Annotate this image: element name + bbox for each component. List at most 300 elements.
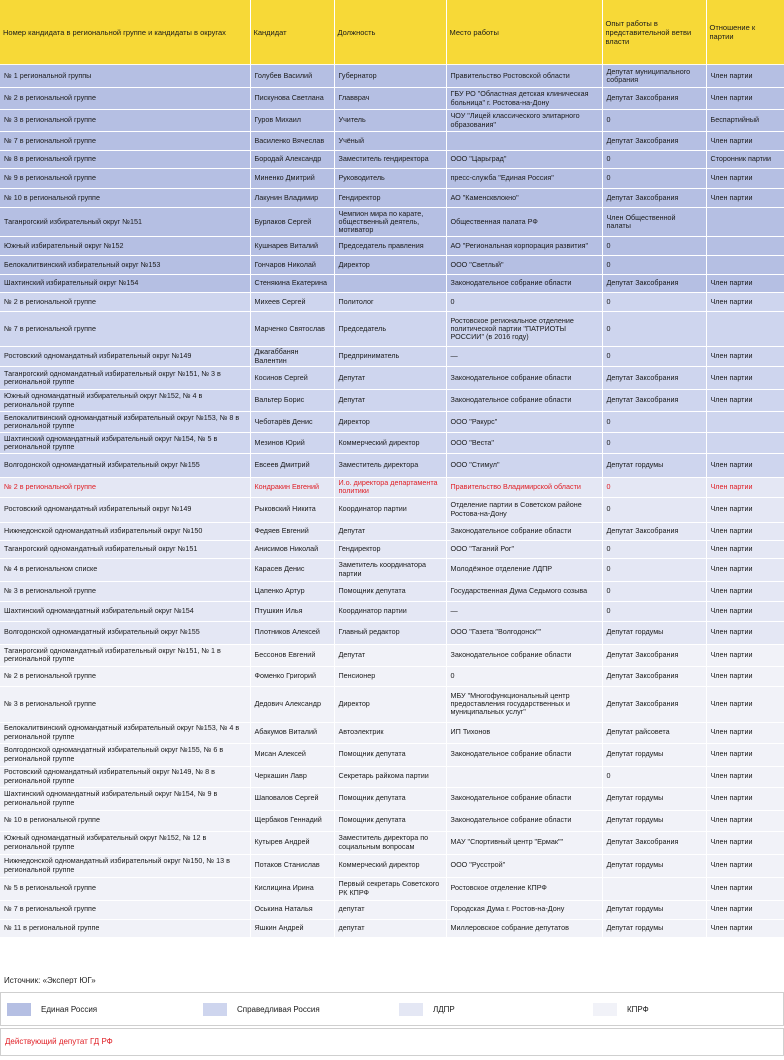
table-row: [0, 478, 784, 498]
party-relation-cell: Член партии: [706, 810, 784, 831]
candidate-cell: Гончаров Николай: [250, 256, 334, 275]
position-cell: Депутат: [334, 367, 446, 390]
candidate-cell: Карасев Денис: [250, 558, 334, 581]
party-relation-cell: Член партии: [706, 743, 784, 766]
candidate-cell: Черкашин Лавр: [250, 766, 334, 787]
workplace-cell: Законодательное собрание области: [446, 275, 602, 293]
experience-cell: Депутат Заксобрания: [602, 666, 706, 686]
workplace-cell: ООО "Таганий Рог": [446, 540, 602, 558]
experience-cell: 0: [602, 110, 706, 132]
candidate-cell: Чеботарёв Денис: [250, 412, 334, 433]
number-cell: № 2 в региональной группе: [0, 88, 250, 110]
candidate-cell: Цапенко Артур: [250, 581, 334, 601]
workplace-cell: —: [446, 347, 602, 367]
number-cell: № 10 в региональной группе: [0, 810, 250, 831]
position-cell: Первый секретарь Советского РК КПРФ: [334, 877, 446, 900]
candidate-cell: Гуров Михаил: [250, 110, 334, 132]
party-relation-cell: Член партии: [706, 686, 784, 722]
number-cell: Южный одномандатный избирательный округ №152, № 12 в региональной группе: [0, 831, 250, 854]
party-relation-cell: Член партии: [706, 132, 784, 151]
table-row: [0, 787, 784, 810]
position-cell: Предприниматель: [334, 347, 446, 367]
workplace-cell: пресс-служба "Единая Россия": [446, 169, 602, 189]
party-relation-cell: Член партии: [706, 601, 784, 621]
party-relation-cell: Член партии: [706, 831, 784, 854]
workplace-cell: Ростовское региональное отделение политической партии "ПАТРИОТЫ РОССИИ" (в 2016 году): [446, 312, 602, 347]
party-relation-cell: Член партии: [706, 497, 784, 522]
table-row: [0, 293, 784, 312]
workplace-cell: Правительство Владимирской области: [446, 478, 602, 498]
experience-cell: Депутат гордумы: [602, 621, 706, 644]
party-relation-cell: Член партии: [706, 666, 784, 686]
party-relation-cell: Член партии: [706, 275, 784, 293]
number-cell: Шахтинский избирательный округ №154: [0, 275, 250, 293]
experience-cell: [602, 877, 706, 900]
position-cell: Помощник депутата: [334, 787, 446, 810]
candidate-cell: Голубев Василий: [250, 65, 334, 88]
position-cell: Помощник депутата: [334, 581, 446, 601]
experience-cell: Депутат гордумы: [602, 854, 706, 877]
position-cell: И.о. директора департамента политики: [334, 478, 446, 498]
candidate-cell: Птушкин Илья: [250, 601, 334, 621]
experience-cell: Депутат гордумы: [602, 787, 706, 810]
workplace-cell: Законодательное собрание области: [446, 367, 602, 390]
table-row: [0, 919, 784, 937]
table-row: [0, 722, 784, 743]
legend-swatch: [7, 1003, 31, 1016]
candidate-cell: Джагаббанян Валентин: [250, 347, 334, 367]
header-party-relation: Отношение к партии: [706, 0, 784, 65]
candidate-cell: Оськина Наталья: [250, 900, 334, 919]
legend-label: КПРФ: [627, 1005, 649, 1014]
position-cell: Губернатор: [334, 65, 446, 88]
number-cell: № 3 в региональной группе: [0, 581, 250, 601]
position-cell: [334, 275, 446, 293]
experience-cell: 0: [602, 433, 706, 454]
candidate-cell: Мезинов Юрий: [250, 433, 334, 454]
candidate-cell: Абакумов Виталий: [250, 722, 334, 743]
candidate-cell: Бородай Александр: [250, 151, 334, 169]
workplace-cell: Государственная Дума Седьмого созыва: [446, 581, 602, 601]
experience-cell: Депутат гордумы: [602, 454, 706, 478]
candidate-cell: Шаповалов Сергей: [250, 787, 334, 810]
table-row: [0, 65, 784, 88]
workplace-cell: ООО "Царьград": [446, 151, 602, 169]
position-cell: депутат: [334, 919, 446, 937]
position-cell: Председатель: [334, 312, 446, 347]
party-relation-cell: Член партии: [706, 522, 784, 540]
experience-cell: Депутат Заксобрания: [602, 88, 706, 110]
number-cell: № 1 региональной группы: [0, 65, 250, 88]
party-relation-cell: Член партии: [706, 621, 784, 644]
candidate-cell: Василенко Вячеслав: [250, 132, 334, 151]
experience-cell: 0: [602, 412, 706, 433]
table-row: [0, 877, 784, 900]
party-relation-cell: [706, 256, 784, 275]
number-cell: Волгодонской одномандатный избирательный округ №155: [0, 621, 250, 644]
table-row: [0, 558, 784, 581]
party-relation-cell: [706, 237, 784, 256]
workplace-cell: ООО "Стимул": [446, 454, 602, 478]
number-cell: Белокалитвинский одномандатный избирательный округ №153, № 8 в региональной группе: [0, 412, 250, 433]
position-cell: Депутат: [334, 644, 446, 666]
legend: [0, 992, 784, 1026]
party-relation-cell: Член партии: [706, 169, 784, 189]
table-row: [0, 208, 784, 237]
position-cell: Помощник депутата: [334, 743, 446, 766]
party-relation-cell: Член партии: [706, 854, 784, 877]
table-row: [0, 132, 784, 151]
experience-cell: 0: [602, 558, 706, 581]
workplace-cell: Общественная палата РФ: [446, 208, 602, 237]
position-cell: Директор: [334, 256, 446, 275]
position-cell: Главврач: [334, 88, 446, 110]
workplace-cell: ООО "Веста": [446, 433, 602, 454]
experience-cell: Депутат Заксобрания: [602, 831, 706, 854]
experience-cell: Депутат райсовета: [602, 722, 706, 743]
number-cell: № 5 в региональной группе: [0, 877, 250, 900]
header-experience: Опыт работы в представительной ветви власти: [602, 0, 706, 65]
candidate-cell: Яшкин Андрей: [250, 919, 334, 937]
legend-swatch: [593, 1003, 617, 1016]
number-cell: № 7 в региональной группе: [0, 132, 250, 151]
position-cell: Коммерческий директор: [334, 433, 446, 454]
candidate-cell: Кушнарев Виталий: [250, 237, 334, 256]
party-relation-cell: Член партии: [706, 877, 784, 900]
party-relation-cell: Сторонник партии: [706, 151, 784, 169]
number-cell: № 11 в региональной группе: [0, 919, 250, 937]
workplace-cell: —: [446, 601, 602, 621]
workplace-cell: АО "Региональная корпорация развития": [446, 237, 602, 256]
workplace-cell: 0: [446, 293, 602, 312]
table-row: [0, 810, 784, 831]
candidate-cell: Стенякина Екатерина: [250, 275, 334, 293]
position-cell: Заместитель директора по социальным вопросам: [334, 831, 446, 854]
position-cell: Секретарь райкома партии: [334, 766, 446, 787]
candidate-cell: Плотников Алексей: [250, 621, 334, 644]
experience-cell: Депутат гордумы: [602, 810, 706, 831]
table-row: [0, 854, 784, 877]
number-cell: № 3 в региональной группе: [0, 110, 250, 132]
workplace-cell: Законодательное собрание области: [446, 810, 602, 831]
workplace-cell: Законодательное собрание области: [446, 644, 602, 666]
workplace-cell: [446, 766, 602, 787]
number-cell: № 7 в региональной группе: [0, 900, 250, 919]
header-workplace: Место работы: [446, 0, 602, 65]
number-cell: Таганрогский одномандатный избирательный округ №151, № 3 в региональной группе: [0, 367, 250, 390]
workplace-cell: АО "Каменсквлокно": [446, 189, 602, 208]
position-cell: Депутат: [334, 522, 446, 540]
workplace-cell: Молодёжное отделение ЛДПР: [446, 558, 602, 581]
workplace-cell: Законодательное собрание области: [446, 522, 602, 540]
workplace-cell: ИП Тихонов: [446, 722, 602, 743]
position-cell: Помощник депутата: [334, 810, 446, 831]
table-row: [0, 621, 784, 644]
table-row: [0, 601, 784, 621]
position-cell: Чемпион мира по карате, общественный деятель, мотиватор: [334, 208, 446, 237]
position-cell: Пенсионер: [334, 666, 446, 686]
table-row: [0, 151, 784, 169]
experience-cell: 0: [602, 312, 706, 347]
position-cell: Директор: [334, 412, 446, 433]
experience-cell: 0: [602, 540, 706, 558]
table-row: [0, 275, 784, 293]
legend-swatch: [203, 1003, 227, 1016]
table-row: [0, 644, 784, 666]
party-relation-cell: Член партии: [706, 900, 784, 919]
experience-cell: Депутат Заксобрания: [602, 189, 706, 208]
party-relation-cell: Член партии: [706, 558, 784, 581]
number-cell: Волгодонской одномандатный избирательный округ №155: [0, 454, 250, 478]
number-cell: № 7 в региональной группе: [0, 312, 250, 347]
workplace-cell: Городская Дума г. Ростов-на-Дону: [446, 900, 602, 919]
experience-cell: Депутат муниципального собрания: [602, 65, 706, 88]
workplace-cell: ООО "Светлый": [446, 256, 602, 275]
table-row: [0, 110, 784, 132]
number-cell: № 10 в региональной группе: [0, 189, 250, 208]
candidate-cell: Мисан Алексей: [250, 743, 334, 766]
number-cell: Нижнедонской одномандатный избирательный округ №150: [0, 522, 250, 540]
table-row: [0, 390, 784, 412]
position-cell: Депутат: [334, 390, 446, 412]
workplace-cell: МАУ "Спортивный центр "Ермак"": [446, 831, 602, 854]
legend-label: Единая Россия: [41, 1005, 98, 1014]
legend-label: ЛДПР: [433, 1005, 455, 1014]
workplace-cell: 0: [446, 666, 602, 686]
number-cell: Нижнедонской одномандатный избирательный округ №150, № 13 в региональной группе: [0, 854, 250, 877]
source-note: Источник: «Эксперт ЮГ»: [4, 976, 96, 985]
position-cell: Автоэлектрик: [334, 722, 446, 743]
position-cell: Гендиректор: [334, 540, 446, 558]
table-header-row: [0, 0, 784, 65]
position-cell: Гендиректор: [334, 189, 446, 208]
candidate-cell: Косинов Сергей: [250, 367, 334, 390]
workplace-cell: ГБУ РО "Областная детская клиническая больница" г. Ростова-на-Дону: [446, 88, 602, 110]
party-relation-cell: Член партии: [706, 293, 784, 312]
experience-cell: Депутат Заксобрания: [602, 390, 706, 412]
position-cell: Директор: [334, 686, 446, 722]
experience-cell: Член Общественной палаты: [602, 208, 706, 237]
party-relation-cell: Член партии: [706, 454, 784, 478]
position-cell: Коммерческий директор: [334, 854, 446, 877]
candidate-cell: Вальтер Борис: [250, 390, 334, 412]
number-cell: № 2 в региональной группе: [0, 478, 250, 498]
party-relation-cell: Член партии: [706, 787, 784, 810]
table-row: [0, 256, 784, 275]
candidate-cell: Федяев Евгений: [250, 522, 334, 540]
number-cell: № 2 в региональной группе: [0, 293, 250, 312]
workplace-cell: [446, 132, 602, 151]
table-row: [0, 743, 784, 766]
table-row: [0, 347, 784, 367]
candidate-cell: Кислицина Ирина: [250, 877, 334, 900]
party-relation-cell: [706, 312, 784, 347]
workplace-cell: Отделение партии в Советском районе Ростова-на-Дону: [446, 497, 602, 522]
candidate-cell: Кондракин Евгений: [250, 478, 334, 498]
position-cell: Заместитель директора: [334, 454, 446, 478]
number-cell: Волгодонской одномандатный избирательный округ №155, № 6 в региональной группе: [0, 743, 250, 766]
table-row: [0, 312, 784, 347]
workplace-cell: ООО "Ракурс": [446, 412, 602, 433]
candidate-cell: Лакунин Владимир: [250, 189, 334, 208]
experience-cell: 0: [602, 581, 706, 601]
header-number: Номер кандидата в региональной группе и кандидаты в округах: [0, 0, 250, 65]
position-cell: депутат: [334, 900, 446, 919]
experience-cell: Депутат Заксобрания: [602, 132, 706, 151]
table-row: [0, 522, 784, 540]
party-relation-cell: Член партии: [706, 644, 784, 666]
workplace-cell: ООО "Газета "Волгодонск"": [446, 621, 602, 644]
party-relation-cell: Член партии: [706, 478, 784, 498]
number-cell: Ростовский одномандатный избирательный округ №149, № 8 в региональной группе: [0, 766, 250, 787]
table-row: [0, 666, 784, 686]
party-relation-cell: Член партии: [706, 919, 784, 937]
experience-cell: Депутат Заксобрания: [602, 275, 706, 293]
number-cell: № 8 в региональной группе: [0, 151, 250, 169]
workplace-cell: Ростовское отделение КПРФ: [446, 877, 602, 900]
number-cell: Южный избирательный округ №152: [0, 237, 250, 256]
party-relation-cell: [706, 412, 784, 433]
position-cell: Учёный: [334, 132, 446, 151]
experience-cell: 0: [602, 293, 706, 312]
number-cell: Таганрогский одномандатный избирательный округ №151: [0, 540, 250, 558]
number-cell: Белокалитвинский избирательный округ №153: [0, 256, 250, 275]
position-cell: Руководитель: [334, 169, 446, 189]
number-cell: Ростовский одномандатный избирательный округ №149: [0, 497, 250, 522]
party-relation-cell: Член партии: [706, 581, 784, 601]
number-cell: Таганрогский одномандатный избирательный округ №151, № 1 в региональной группе: [0, 644, 250, 666]
candidate-cell: Дедович Александр: [250, 686, 334, 722]
workplace-cell: МБУ "Многофункциональный центр предоставления государственных и муниципальных услуг": [446, 686, 602, 722]
table-row: [0, 497, 784, 522]
number-cell: Шахтинский одномандатный избирательный округ №154: [0, 601, 250, 621]
position-cell: Учитель: [334, 110, 446, 132]
table-row: [0, 766, 784, 787]
workplace-cell: Законодательное собрание области: [446, 787, 602, 810]
experience-cell: 0: [602, 169, 706, 189]
candidate-cell: Пискунова Светлана: [250, 88, 334, 110]
position-cell: Председатель правления: [334, 237, 446, 256]
party-relation-cell: Член партии: [706, 722, 784, 743]
candidate-cell: Бурлаков Сергей: [250, 208, 334, 237]
number-cell: Шахтинский одномандатный избирательный округ №154, № 5 в региональной группе: [0, 433, 250, 454]
party-relation-cell: [706, 208, 784, 237]
position-cell: Координатор партии: [334, 601, 446, 621]
deputy-note: Действующий депутат ГД РФ: [5, 1037, 113, 1046]
candidate-cell: Рыковский Никита: [250, 497, 334, 522]
candidate-cell: Потаков Станислав: [250, 854, 334, 877]
deputy-legend: [0, 1028, 784, 1056]
experience-cell: 0: [602, 601, 706, 621]
table-row: [0, 433, 784, 454]
position-cell: Координатор партии: [334, 497, 446, 522]
number-cell: № 2 в региональной группе: [0, 666, 250, 686]
candidate-cell: Анисимов Николай: [250, 540, 334, 558]
party-relation-cell: Член партии: [706, 88, 784, 110]
experience-cell: 0: [602, 237, 706, 256]
table-row: [0, 831, 784, 854]
header-candidate: Кандидат: [250, 0, 334, 65]
candidate-cell: Марченко Святослав: [250, 312, 334, 347]
table-body: [0, 65, 784, 938]
number-cell: № 9 в региональной группе: [0, 169, 250, 189]
workplace-cell: Законодательное собрание области: [446, 743, 602, 766]
candidate-cell: Михеев Сергей: [250, 293, 334, 312]
workplace-cell: ЧОУ "Лицей классического элитарного образования": [446, 110, 602, 132]
party-relation-cell: Член партии: [706, 347, 784, 367]
table-row: [0, 189, 784, 208]
position-cell: Заметитель координатора партии: [334, 558, 446, 581]
party-relation-cell: Член партии: [706, 390, 784, 412]
party-relation-cell: [706, 433, 784, 454]
candidate-cell: Евсеев Дмитрий: [250, 454, 334, 478]
table-row: [0, 412, 784, 433]
number-cell: № 3 в региональной группе: [0, 686, 250, 722]
number-cell: Шахтинский одномандатный избирательный округ №154, № 9 в региональной группе: [0, 787, 250, 810]
number-cell: № 4 в региональном списке: [0, 558, 250, 581]
header-position: Должность: [334, 0, 446, 65]
experience-cell: Депутат Заксобрания: [602, 367, 706, 390]
legend-swatch: [399, 1003, 423, 1016]
table-row: [0, 237, 784, 256]
party-relation-cell: Член партии: [706, 540, 784, 558]
candidate-cell: Миненко Дмитрий: [250, 169, 334, 189]
position-cell: Политолог: [334, 293, 446, 312]
table-row: [0, 169, 784, 189]
experience-cell: Депутат гордумы: [602, 743, 706, 766]
experience-cell: 0: [602, 478, 706, 498]
party-relation-cell: Член партии: [706, 367, 784, 390]
experience-cell: Депутат Заксобрания: [602, 686, 706, 722]
table-row: [0, 88, 784, 110]
number-cell: Таганрогский избирательный округ №151: [0, 208, 250, 237]
workplace-cell: Законодательное собрание области: [446, 390, 602, 412]
table-row: [0, 454, 784, 478]
workplace-cell: ООО "Русстрой": [446, 854, 602, 877]
party-relation-cell: Член партии: [706, 65, 784, 88]
party-relation-cell: Беспартийный: [706, 110, 784, 132]
experience-cell: 0: [602, 347, 706, 367]
experience-cell: Депутат Заксобрания: [602, 644, 706, 666]
workplace-cell: Правительство Ростовской области: [446, 65, 602, 88]
candidate-cell: Кутырев Андрей: [250, 831, 334, 854]
experience-cell: Депутат Заксобрания: [602, 522, 706, 540]
table-row: [0, 367, 784, 390]
legend-label: Справедливая Россия: [237, 1005, 320, 1014]
party-relation-cell: Член партии: [706, 189, 784, 208]
table-row: [0, 686, 784, 722]
table-row: [0, 581, 784, 601]
position-cell: Главный редактор: [334, 621, 446, 644]
experience-cell: 0: [602, 256, 706, 275]
position-cell: Заместитель гендиректора: [334, 151, 446, 169]
experience-cell: 0: [602, 766, 706, 787]
experience-cell: 0: [602, 497, 706, 522]
number-cell: Южный одномандатный избирательный округ №152, № 4 в региональной группе: [0, 390, 250, 412]
experience-cell: Депутат гордумы: [602, 900, 706, 919]
experience-cell: Депутат гордумы: [602, 919, 706, 937]
table-row: [0, 900, 784, 919]
number-cell: Белокалитвинский одномандатный избирательный округ №153, № 4 в региональной группе: [0, 722, 250, 743]
candidate-cell: Фоменко Григорий: [250, 666, 334, 686]
candidate-cell: Бессонов Евгений: [250, 644, 334, 666]
candidate-cell: Щербаков Геннадий: [250, 810, 334, 831]
table-row: [0, 540, 784, 558]
workplace-cell: Миллеровское собрание депутатов: [446, 919, 602, 937]
number-cell: Ростовский одномандатный избирательный округ №149: [0, 347, 250, 367]
party-relation-cell: Член партии: [706, 766, 784, 787]
experience-cell: 0: [602, 151, 706, 169]
